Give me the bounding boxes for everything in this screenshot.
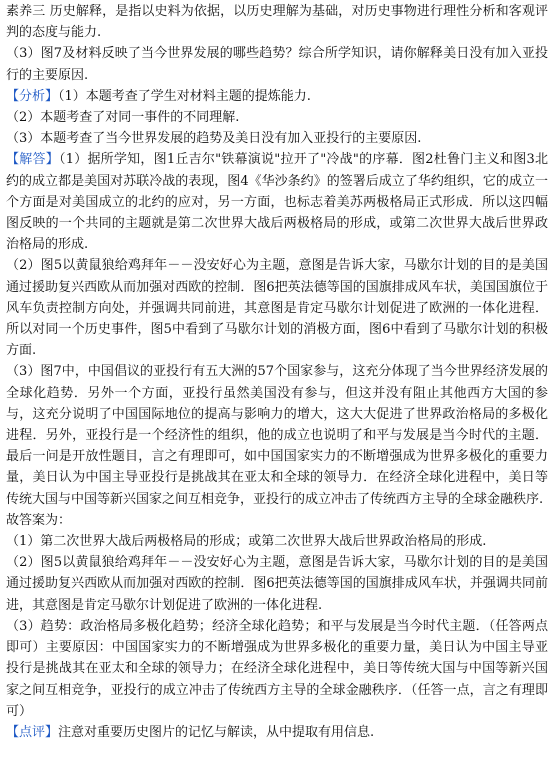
paragraph-text: （3）图7中，中国倡议的亚投行有五大洲的57个国家参与，这充分体现了当今世界经济发展的全球化趋势．另外一个方面，亚投行虽然美国没有参与，但这并没有阻止其他西方大国的参与，这充分说明了中国国际地位的提高与影响力的增大，这大大促进了世界政治格局的多极化进程．另外，亚投行是一个经济性的组织，他的成立也说明了和平与发展是当今时代的主题．最后一问是开放性题目，言之有理即可，如中国国家实力的不断增强成为世界多极化的重要力量，美日认为中国主导亚投行是挑战其在亚太和全球的领导力．在经济全球化进程中，美日等传统大国与中国等新兴国家之间互相竞争，亚投行的成立冲击了传统西方主导的全球金融秩序. [6, 364, 548, 507]
paragraph-text: （3）趋势：政治格局多极化趋势；经济全球化趋势；和平与发展是当今时代主题．（任答两点即可）主要原因：中国国家实力的不断增强成为世界多极化的重要力量，美日认为中国主导亚投行是挑战其在亚太和全球的领导力；在经济全球化进程中，美日等传统大国与中国等新兴国家之间互相竞争，亚投行的成立冲击了传统西方主导的全球金融秩序．（任答一点，言之有理即可） [6, 618, 548, 719]
paragraph-analysis-2 [6, 107, 548, 128]
paragraph-answer-heading [6, 510, 548, 531]
paragraph-text: （3）本题考查了当今世界发展的趋势及美日没有加入亚投行的主要原因. [6, 131, 422, 147]
paragraph-solution-2 [6, 255, 548, 361]
paragraph-answer-2 [6, 552, 548, 616]
paragraph-analysis-1 [6, 86, 548, 107]
paragraph-text: （1）第二次世界大战后两极格局的形成；或第二次世界大战后世界政治格局的形成. [6, 534, 487, 550]
paragraph-text: （3）图7及材料反映了当今世界发展的哪些趋势？综合所学知识，请你解释美日没有加入亚投行的主要原因. [6, 46, 548, 83]
paragraph-answer-3 [6, 616, 548, 722]
paragraph-text: （2）本题考查了对同一事件的不同理解. [6, 110, 240, 126]
paragraph-solution-1 [6, 149, 548, 255]
paragraph-comment [6, 722, 548, 743]
paragraph-text: （1）本题考查了学生对材料主题的提炼能力. [58, 88, 311, 104]
paragraph-analysis-3 [6, 128, 548, 149]
solution-tag: 【解答】 [6, 152, 59, 168]
paragraph-text: 故答案为： [6, 512, 72, 528]
paragraph-text: 注意对重要历史图片的记忆与解读，从中提取有用信息. [58, 724, 375, 740]
paragraph-text: （2）图5以黄鼠狼给鸡拜年－－没安好心为主题，意图是告诉大家，马歇尔计划的目的是美国通过援助复兴西欧从而加强对西欧的控制．图6把英法德等国的国旗排成风车状，并强调共同前进，其意图是肯定马歇尔计划促进了欧洲的一体化进程. [6, 555, 548, 613]
paragraph-solution-3 [6, 361, 548, 509]
paragraph-text: （1）据所学知，图1丘吉尔"铁幕演说"拉开了"冷战"的序幕．图2杜鲁门主义和图3北约的成立都是美国对苏联冷战的表现，图4《华沙条约》的签署后成立了华约组织，它的成立一个方面是对美国成立的北约的应对，另一方面，也标志着美苏两极格局正式形成．所以这四幅图反映的一个共同的主题就是第二次世界大战后两极格局的形成，或第二次世界大战后世界政治格局的形成. [6, 152, 548, 253]
paragraph-text: 素养三 历史解释，是指以史料为依据，以历史理解为基础，对历史事物进行理性分析和客观评判的态度与能力. [6, 4, 548, 41]
comment-tag: 【点评】 [6, 724, 59, 740]
paragraph-question-3 [6, 43, 548, 85]
paragraph-literacy-note [6, 1, 548, 43]
paragraph-text: （2）图5以黄鼠狼给鸡拜年－－没安好心为主题，意图是告诉大家，马歇尔计划的目的是美国通过援助复兴西欧从而加强对西欧的控制．图6把英法德等国的国旗排成风车状，美国国旗位于风车负责控制方向处，并强调共同前进，其意图是肯定马歇尔计划促进了欧洲的一体化进程．所以对同一个历史事件，图5中看到了马歇尔计划的消极方面，图6中看到了马歇尔计划的积极方面. [6, 258, 548, 359]
paragraph-answer-1 [6, 531, 548, 552]
analysis-tag: 【分析】 [6, 88, 59, 104]
